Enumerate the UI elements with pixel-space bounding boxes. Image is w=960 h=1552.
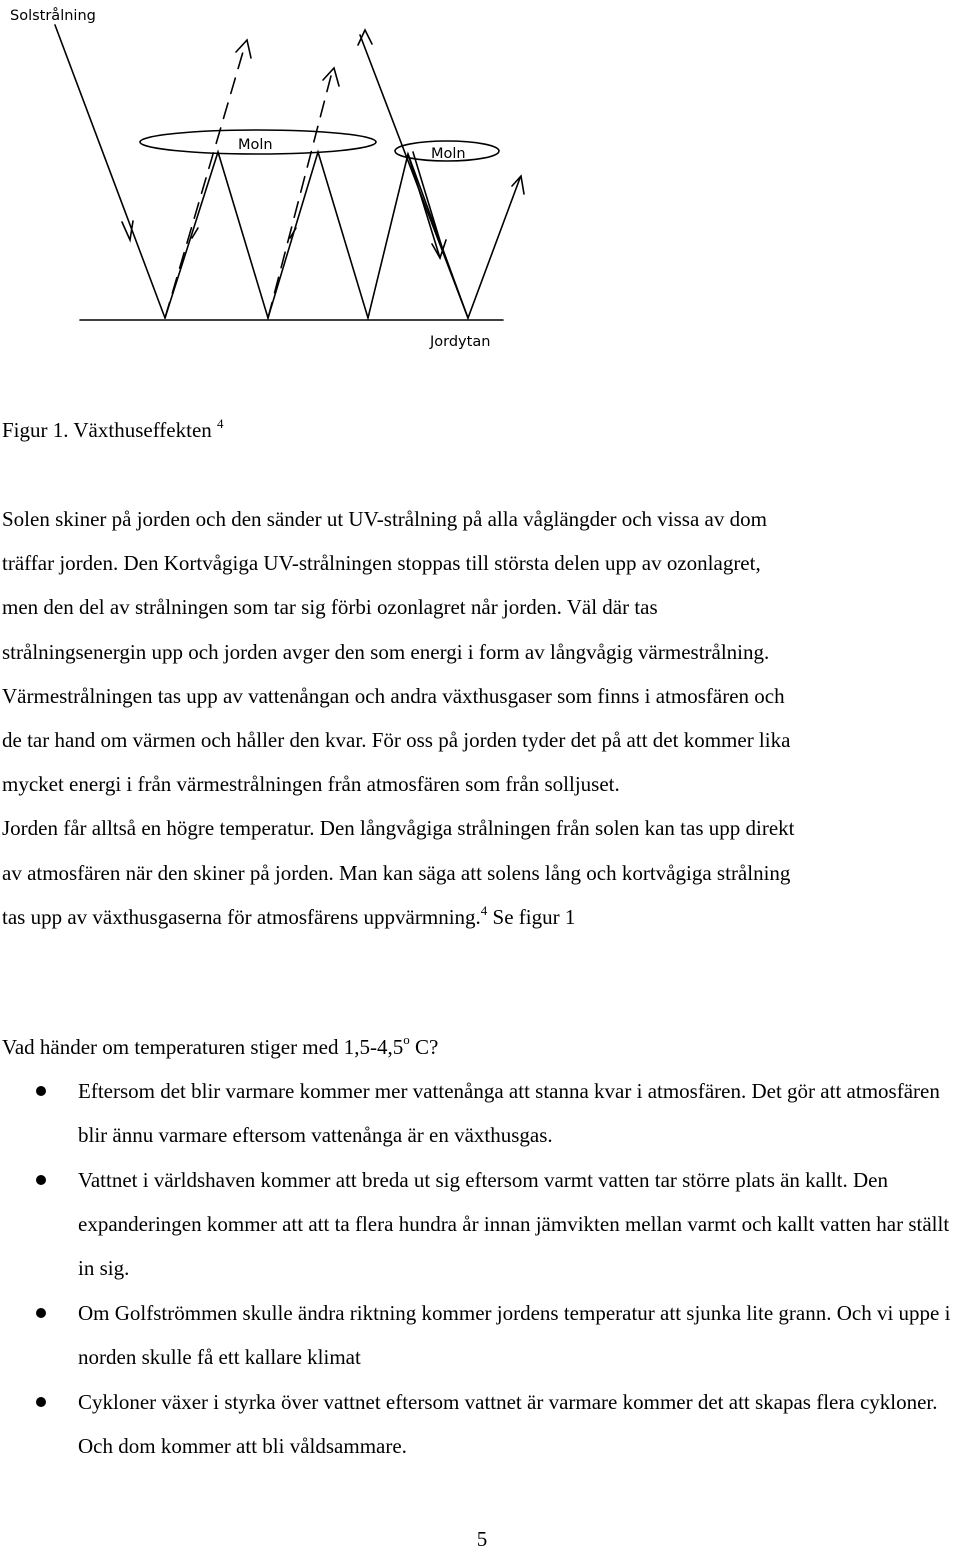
sun-radiation-label: Solstrålning <box>10 8 96 24</box>
paragraph-reference: 4 <box>480 902 488 918</box>
list-item-text: Om Golfströmmen skulle ändra riktning kommer jordens temperatur att sjunka lite grann. Och vi uppe i norden skulle få ett kallare klimat <box>78 1300 951 1369</box>
paragraph-last-line: tas upp av växthusgaserna för atmosfärens uppvärmning. <box>2 904 481 929</box>
incoming-ray-arrowhead <box>122 221 133 240</box>
incoming-ray <box>55 25 165 318</box>
page-number: 5 <box>476 1527 488 1551</box>
diagram-svg <box>0 0 540 360</box>
list-item <box>0 1158 960 1291</box>
question-heading <box>2 1027 438 1067</box>
bullet-icon <box>36 1086 46 1096</box>
cloud-reflection-ray-2 <box>413 152 444 254</box>
paragraph-line: de tar hand om värmen och håller den kvar. För oss på jorden tyder det på att det kommer lika <box>2 728 791 753</box>
cloud-reflection-ray <box>408 154 440 258</box>
bullet-icon <box>36 1308 46 1318</box>
list-item-text: Vattnet i världshaven kommer att breda ut sig eftersom varmt vatten tar större plats än kallt. Den expanderingen kommer att att ta flera hundra år innan jämvikten mellan varmt och kallt vatten har ställt in sig. <box>78 1167 950 1281</box>
bullet-icon <box>36 1397 46 1407</box>
second-incoming-ray <box>360 35 468 318</box>
list-item-text: Eftersom det blir varmare kommer mer vattenånga att stanna kvar i atmosfären. Det gör att atmosfären blir ännu varmare eftersom vattenånga är en växthusgas. <box>78 1079 940 1148</box>
paragraph-line: av atmosfären när den skiner på jorden. Man kan säga att solens lång och kortvågiga strålning <box>2 860 791 885</box>
list-item <box>0 1069 960 1157</box>
paragraph-line: mycket energi i från värmestrålningen från atmosfären som från solljuset. <box>2 772 620 797</box>
page-number-footer <box>0 1526 960 1552</box>
degree-symbol: o <box>403 1032 410 1047</box>
cloud-1-label: Moln <box>238 137 273 153</box>
figure-caption <box>2 416 224 444</box>
zigzag-reflection <box>165 152 520 318</box>
list-item-text: Cykloner växer i styrka över vattnet eftersom vattnet är varmare kommer det att skapas flera cykloner. Och dom kommer att bli våldsammare. <box>78 1389 938 1458</box>
ground-label: Jordytan <box>430 334 491 350</box>
caption-reference: 4 <box>217 416 224 431</box>
greenhouse-effect-diagram <box>0 0 540 360</box>
question-unit: C? <box>409 1035 439 1059</box>
escaping-ray-1 <box>165 45 245 318</box>
paragraph-line: träffar jorden. Den Kortvågiga UV-strålningen stoppas till största delen upp av ozonlagret, <box>2 551 761 576</box>
paragraph-line: Solen skiner på jorden och den sänder ut UV-strålning på alla våglängder och vissa av dom <box>2 507 767 531</box>
paragraph-line: men den del av strålningen som tar sig förbi ozonlagret når jorden. Väl där tas <box>2 595 658 620</box>
caption-text: Figur 1. Växthuseffekten <box>2 418 212 442</box>
question-text: Vad händer om temperaturen stiger med 1,5-4,5 <box>2 1035 404 1059</box>
body-paragraph <box>2 497 960 939</box>
paragraph-line: Värmestrålningen tas upp av vattenångan och andra växthusgaser som finns i atmosfären och <box>2 683 785 708</box>
paragraph-line: strålningsenergin upp och jorden avger den som energi i form av långvågig värmestrålning. <box>2 639 770 664</box>
consequence-list <box>0 1069 960 1468</box>
list-item <box>0 1291 960 1379</box>
bullet-icon <box>36 1175 46 1185</box>
escaping-ray-1-arrowhead <box>236 40 251 58</box>
paragraph-line: Jorden får alltså en högre temperatur. Den långvågiga strålningen från solen kan tas upp direkt <box>2 816 795 841</box>
escaping-ray-2 <box>268 72 332 318</box>
cloud-2-label: Moln <box>431 146 466 162</box>
paragraph-figure-ref: Se figur 1 <box>487 904 576 929</box>
list-item <box>0 1380 960 1468</box>
